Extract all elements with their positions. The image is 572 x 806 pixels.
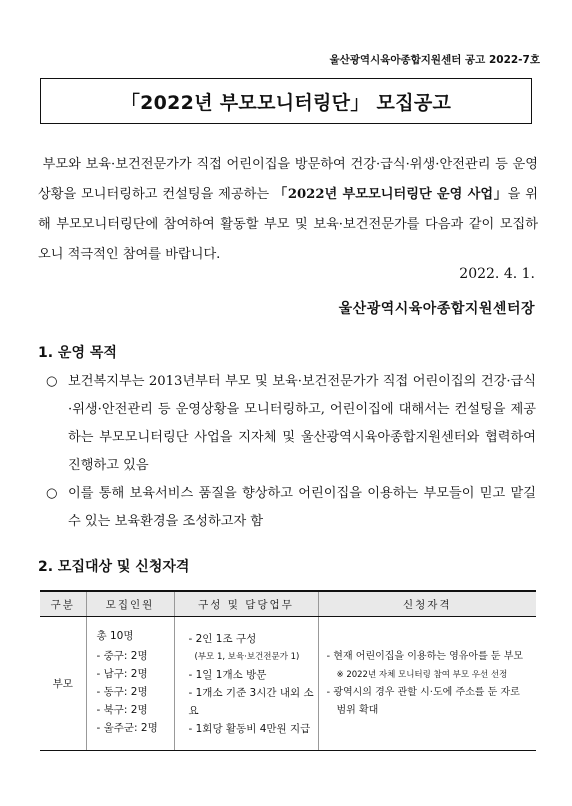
intro-paragraph [38, 150, 538, 270]
duty-note: (부모 1, 보육·보건전문가 1) [194, 651, 300, 662]
recruit-district: - 북구: 2명 [96, 703, 148, 716]
notice-reference-number: 울산광역시육아종합지원센터 공고 2022-7호 [329, 54, 540, 66]
duty-item: - 1회당 활동비 4만원 지급 [188, 722, 311, 735]
bullet-marker: ○ [46, 486, 58, 501]
table-header-row [40, 591, 536, 617]
purpose-bullet [46, 480, 536, 536]
recruit-district: - 중구: 2명 [96, 649, 148, 662]
qualification-item: - 현재 어린이집을 이용하는 영유아를 둔 부모 [326, 650, 524, 662]
table-header-cell: 신청자격 [318, 591, 536, 617]
bullet-text: 이를 통해 보육서비스 품질을 향상하고 어린이집을 이용하는 부모들이 믿고 맡길 수 있는 보육환경을 조성하고자 함 [68, 486, 536, 529]
intro-text-before: 부모와 보육·보건전문가가 직접 어린이집을 방문하여 건강·급식·위생·안전관리 등 운영상황을 모니터링하고 컨설팅을 제공하는 [38, 157, 538, 202]
purpose-bullet [46, 368, 536, 480]
table-header-cell: 구분 [40, 591, 86, 617]
table-header-cell: 모집인원 [86, 591, 174, 617]
bullet-marker: ○ [46, 374, 58, 389]
recruit-total: 총 10명 [96, 629, 134, 642]
recruit-district: - 울주군: 2명 [96, 721, 158, 734]
recruit-district: - 동구: 2명 [96, 685, 148, 698]
section-heading-eligibility: 2. 모집대상 및 신청자격 [38, 559, 190, 575]
table-header-cell: 구성 및 담당업무 [174, 591, 318, 617]
qualification-item: - 광역시의 경우 관할 시·도에 주소를 둔 자로 [326, 686, 520, 698]
bullet-text: 보건복지부는 2013년부터 부모 및 보육·보건전문가가 직접 어린이집의 건강·급식·위생·안전관리 등 운영상황을 모니터링하고, 어린이집에 대해서는 컨설팅을 제공하는 부모모니터링단 사업을 지자체 및 울산광역시육아종합지원센터와 협력하여 진행하고 있음 [68, 374, 536, 473]
recruitment-table [40, 590, 536, 751]
recruit-count-cell [86, 617, 174, 751]
organization-signature: 울산광역시육아종합지원센터장 [338, 301, 535, 317]
duty-item: - 1일 1개소 방문 [188, 668, 267, 681]
intro-text-highlight: 「2022년 부모모니터링단 운영 사업」 [273, 187, 508, 202]
recruit-district: - 남구: 2명 [96, 667, 148, 680]
duties-cell [174, 617, 318, 751]
page-title: 「2022년 부모모니터링단」 모집공고 [120, 91, 452, 114]
category-cell: 부모 [40, 617, 86, 751]
intro-text-after: 을 위해 부모모니터링단에 참여하여 활동할 부모 및 보육·보건전문가를 다음과 같이 모집하오니 적극적인 참여를 바랍니다. [38, 187, 538, 262]
duty-item: - 2인 1조 구성 [188, 632, 257, 645]
table-row [40, 617, 536, 751]
qualifications-cell [318, 617, 536, 751]
qualification-item: 범위 확대 [336, 704, 379, 716]
section-heading-purpose: 1. 운영 목적 [38, 345, 117, 361]
notice-date: 2022. 4. 1. [459, 266, 535, 282]
duty-item: - 1개소 기준 3시간 내외 소요 [188, 686, 314, 717]
title-box [40, 78, 532, 124]
qualification-note: ※ 2022년 자체 모니터링 참여 부모 우선 선정 [336, 669, 508, 680]
